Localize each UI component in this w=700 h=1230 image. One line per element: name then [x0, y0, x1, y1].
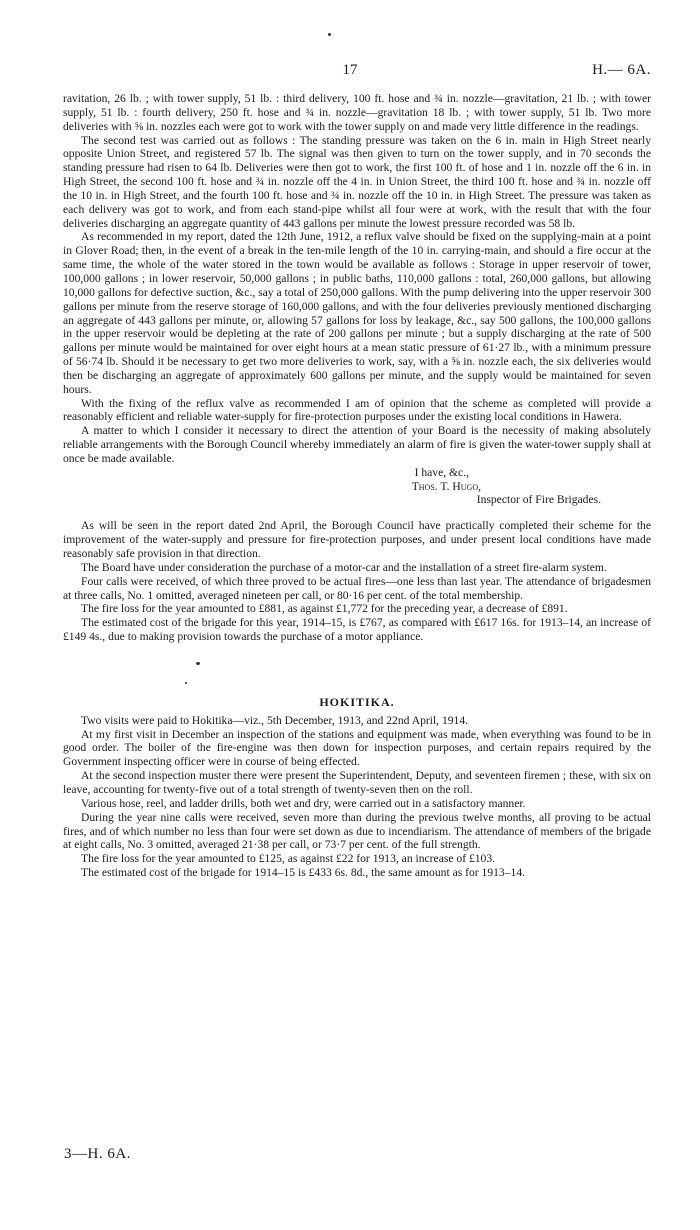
signoff-name: Thos. T. Hugo,: [411, 479, 481, 493]
paragraph-alarm: A matter to which I consider it necessary to direct the attention of your Board is the necessity of making absolutely reliable arrangements with the Borough Council whereby immediately an alarm of fire is given the water-tower supply shall at once be made available.: [63, 424, 651, 465]
signoff: [63, 466, 651, 508]
section-heading-hokitika: HOKITIKA.: [319, 694, 395, 709]
paragraph-second-test: The second test was carried out as follows : The standing pressure was taken on the 6 in. main in High Street nearly opposite Union Street, and registered 57 lb. The signal was then given to turn on the tower supply, and in 70 seconds the standing pressure had risen to 64 lb. Deliveries were then got to work, the first 100 ft. of hose and 1 in. nozzle off the 6 in. in High Street, the second 100 ft. hose and ¾ in. nozzle off the 4 in. in Union Street, the third 100 ft. hose and ¾ in. nozzle off the 10 in. in High Street, and the fourth 100 ft. hose and ¾ in. nozzle off the 10 in. in High Street. The pressure was taken as each delivery was got to work, and from each stand-pipe whilst all four were at work, with the result that with the four deliveries discharging an aggregate quantity of 443 gallons per minute the lowest pressure recorded was 58 lb.: [63, 133, 651, 230]
paragraph-summary-calls: Four calls were received, of which three proved to be actual fires—one less than last year. The attendance of brigadesmen at three calls, No. 1 omitted, averaged nineteen per call, or 80·16 per cent. of the total membership.: [63, 574, 651, 602]
paragraph-hokitika-fire-loss: The fire loss for the year amounted to £125, as against £22 for 1913, an increase of £103.: [81, 852, 496, 866]
paragraph-hokitika-drills: Various hose, reel, and ladder drills, both wet and dry, were carried out in a satisfactory manner.: [81, 796, 526, 810]
section-gap: [63, 644, 651, 696]
print-speck: [185, 682, 187, 684]
signature-mark: 3—H. 6A.: [64, 1146, 131, 1162]
paragraph-hokitika-calls: During the year nine calls were received, seven more than during the previous twelve months, all proving to be actual fires, and of which number no less than four were set down as due to incendiarism. The attendance of members of the brigade at eight calls, No. 3 omitted, averaged 21·38 per call, or 73·7 per cent. of the full strength.: [63, 810, 651, 852]
print-speck: [328, 33, 331, 36]
paragraph-reflux-valve: As recommended in my report, dated the 12th June, 1912, a reflux valve should be fixed on the supplying-main at a point in Glover Road; then, in the event of a break in the ten-mile length of the 10 in. carrying-main, and should a fire occur at the same time, the whole of the water stored in the town would be available as follows : Storage in upper reservoir of tower, 100,000 gallons ; in lower reservoir, 50,000 gallons ; in public baths, 110,000 gallons : total, 260,000 gallons, but allowing 10,000 gallons for defective suction, &c., say a total of 250,000 gallons. With the pump delivering into the upper reservoir 300 gallons per minute from the reserve storage of 160,000 gallons, and with the four deliveries previously mentioned discharging an aggregate of 443 gallons per minute, or, allowing 57 gallons for loss by leakage, &c., say 500 gallons, the 100,000 gallons in the upper reservoir would be depleting at the rate of 200 gallons per minute ; but a supply discharging at the rate of 500 gallons per minute would be maintained for over eight hours at a mean static pressure of 61·27 lb., with a minimum pressure of 56·74 lb. Should it be necessary to get two more deliveries to work, say, with a ⅝ in. nozzle each, the six deliveries would then be discharging an aggregate of approximately 600 gallons per minute, and the supply would be maintained for seven hours.: [63, 230, 651, 396]
print-speck: [196, 662, 200, 665]
paragraph-summary-scheme: As will be seen in the report dated 2nd April, the Borough Council have practically completed their scheme for the improvement of the water-supply and pressure for fire-protection purposes, and under present local conditions have made reasonably safe provision in that direction.: [63, 519, 651, 560]
page-number: 17: [342, 62, 358, 78]
paragraph-summary-motor: The Board have under consideration the purchase of a motor-car and the installation of a street fire-alarm system.: [81, 560, 607, 574]
paragraph-continued: ravitation, 26 lb. ; with tower supply, 51 lb. : third delivery, 100 ft. hose and ¾ in. nozzle—gravitation, 21 lb. ; with tower supply, 51 lb. : fourth delivery, 250 ft. hose and ¾ in. nozzle—gravitation 18 lb. ; with tower supply, 51 lb. Two more deliveries with ⅝ in. nozzles each were got to work with the tower supply on and made very little difference in the readings.: [63, 92, 651, 133]
paragraph-hokitika-first-visit: At my first visit in December an inspection of the stations and equipment was made, when everything was found to be in good order. The boiler of the fire-engine was then down for inspection purposes, and certain repairs required by the Government inspecting officer were in course of being effected.: [63, 727, 651, 769]
page-header: [0, 62, 700, 82]
paragraph-summary-cost: The estimated cost of the brigade for this year, 1914–15, is £767, as compared with £617 16s. for 1913–14, an increase of £149 4s., due to making provision towards the purchase of a motor appliance.: [63, 616, 651, 644]
paragraph-hokitika-cost: The estimated cost of the brigade for 1914–15 is £433 6s. 8d., the same amount as for 1913–14.: [81, 866, 526, 880]
paragraph-summary-fire-loss: The fire loss for the year amounted to £881, as against £1,772 for the preceding year, a decrease of £891.: [81, 602, 568, 616]
report-body: [63, 92, 651, 880]
signoff-title: Inspector of Fire Brigades.: [476, 493, 601, 507]
paragraph-hokitika-muster: At the second inspection muster there were present the Superintendent, Deputy, and seventeen firemen ; these, with six on leave, accounting for twenty-five out of a total strength of twenty-seven then on the roll.: [63, 769, 651, 796]
paragraph-hokitika-visits: Two visits were paid to Hokitika—viz., 5th December, 1913, and 22nd April, 1914.: [81, 713, 469, 727]
series-reference: H.— 6A.: [592, 62, 651, 78]
signoff-closing: I have, &c.,: [414, 465, 469, 479]
paragraph-opinion: With the fixing of the reflux valve as recommended I am of opinion that the scheme as completed will provide a reasonably efficient and reliable water-supply for fire-protection purposes under the existing local conditions in Hawera.: [63, 396, 651, 424]
